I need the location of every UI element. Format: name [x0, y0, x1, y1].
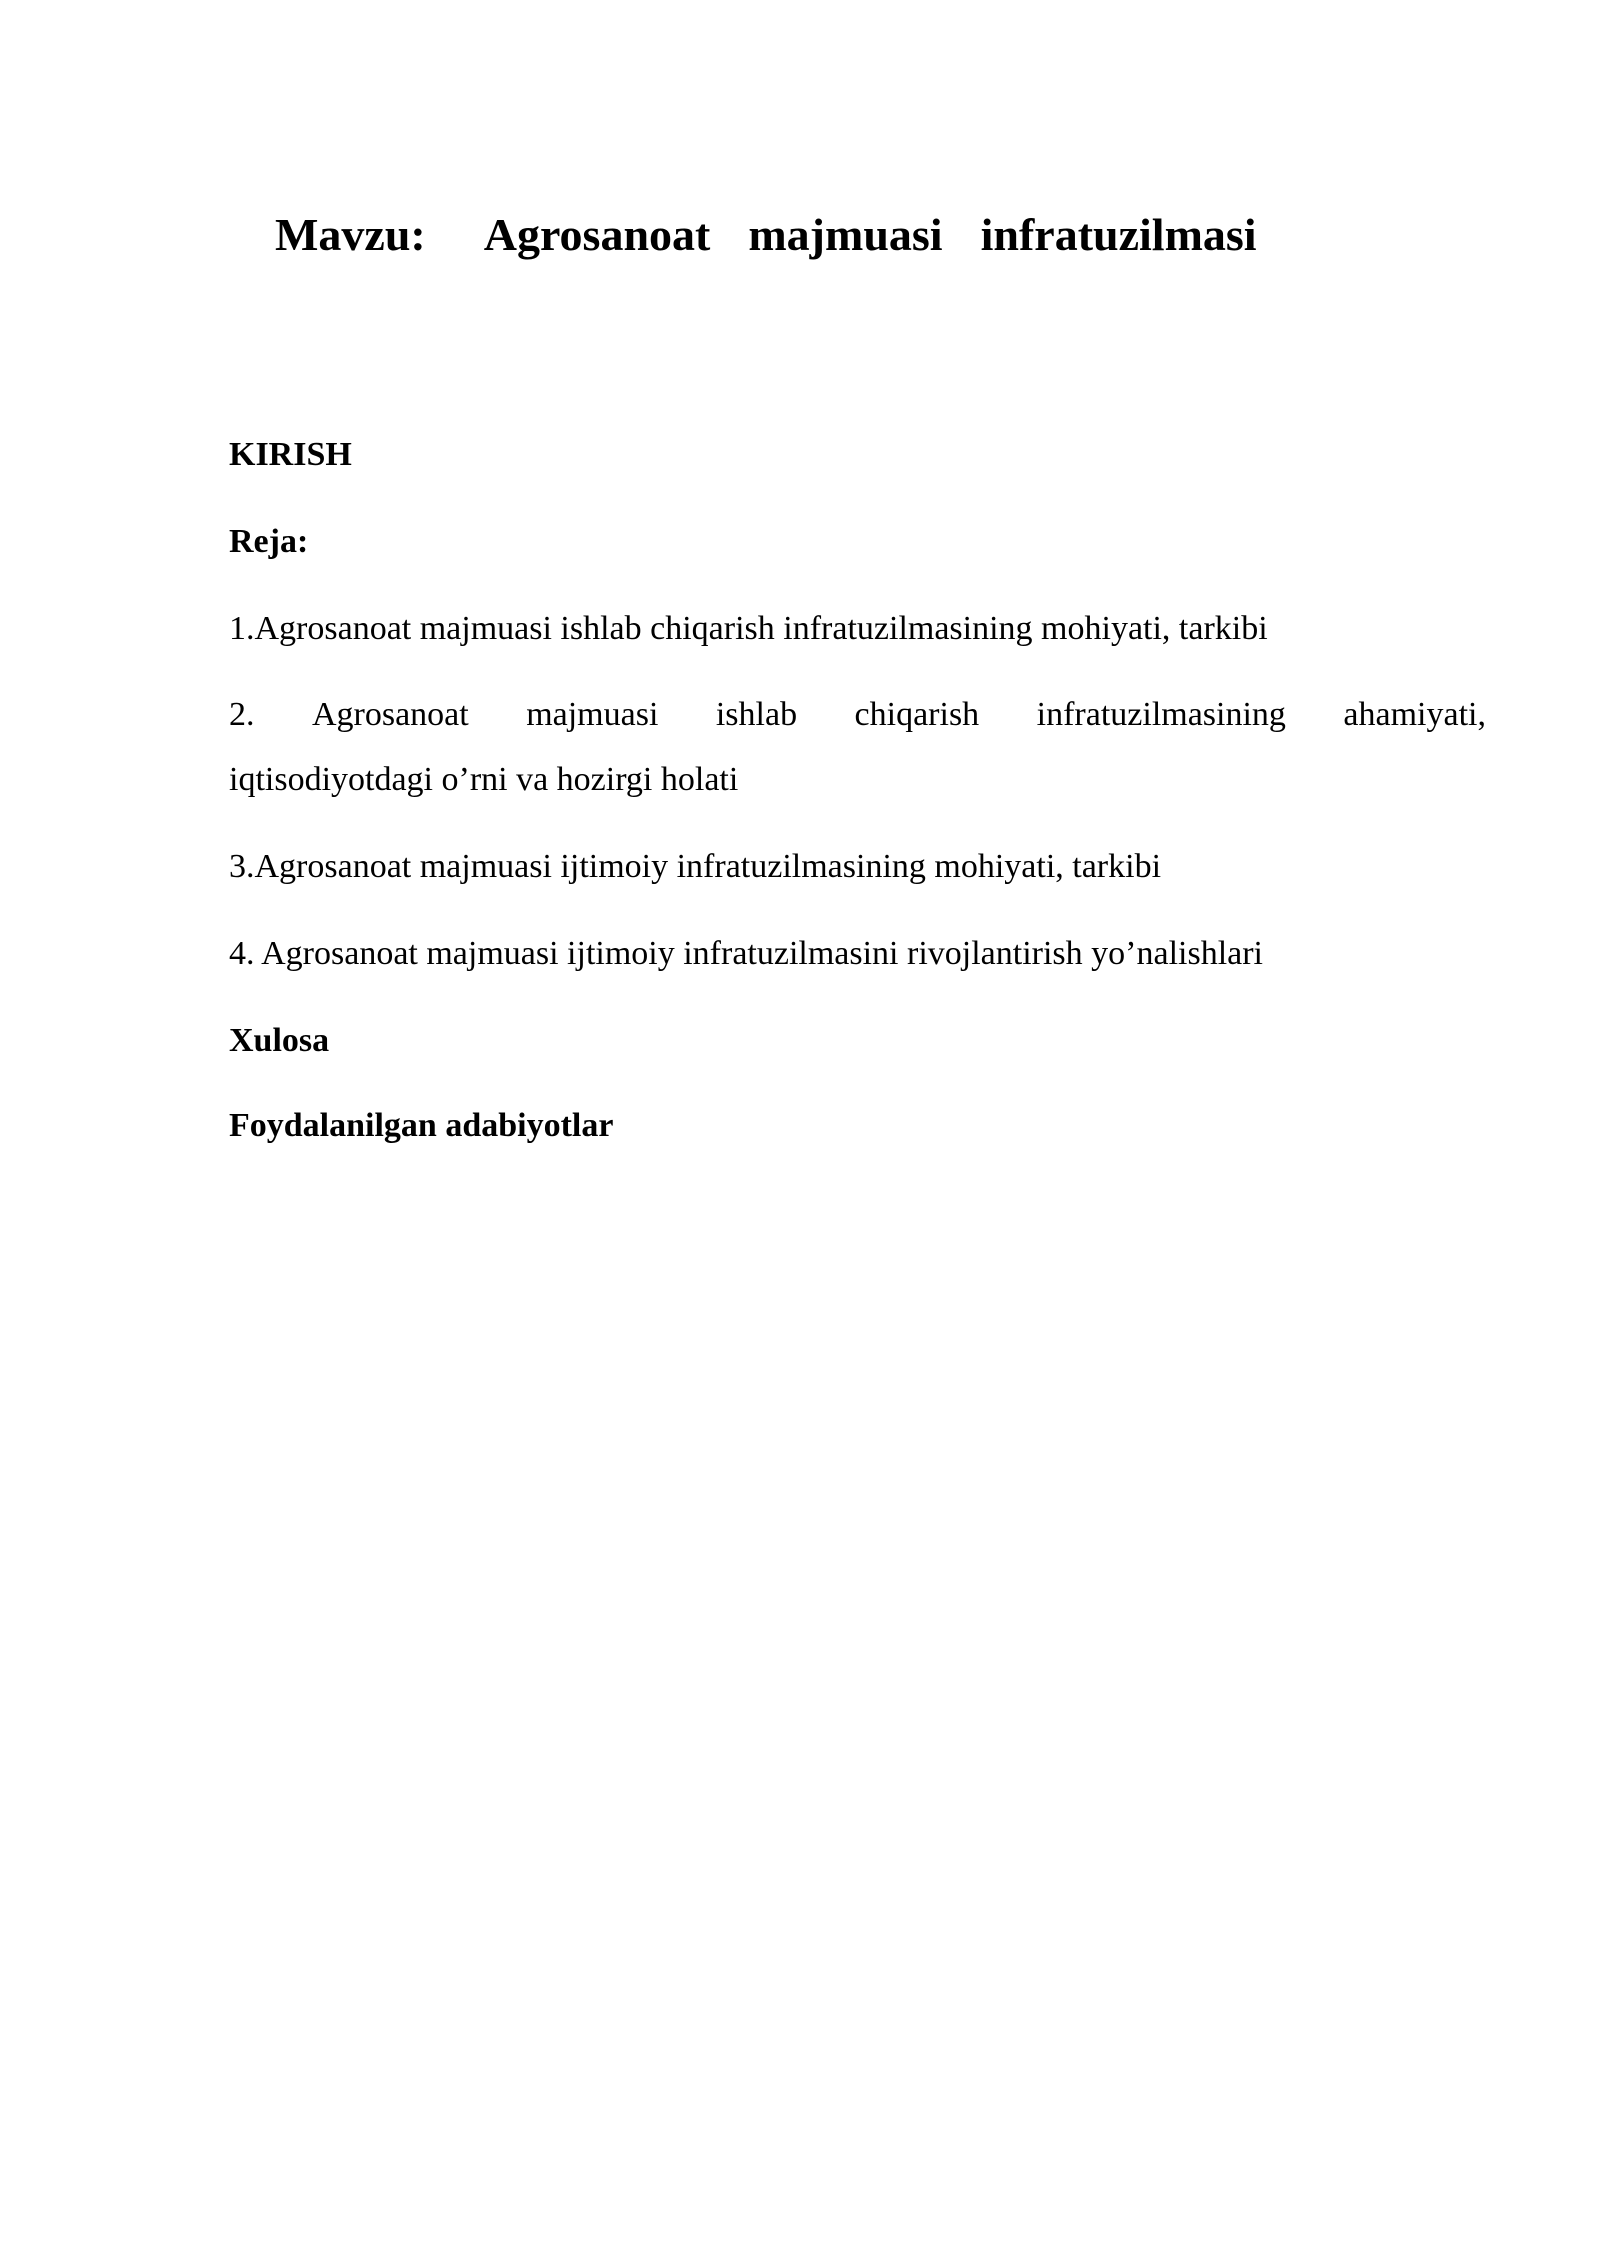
plan-item-4: 4. Agrosanoat majmuasi ijtimoiy infratuzilmasini rivojlantirish yo’nalishlari — [229, 935, 1263, 972]
references-heading: Foydalanilgan adabiyotlar — [229, 1107, 614, 1144]
plan-item-2-word: 2. — [229, 696, 255, 733]
intro-heading: KIRISH — [229, 436, 352, 473]
plan-heading: Reja: — [229, 523, 309, 560]
plan-item-3: 3.Agrosanoat majmuasi ijtimoiy infratuzilmasining mohiyati, tarkibi — [229, 848, 1162, 885]
plan-item-2-word: infratuzilmasining — [1036, 696, 1286, 733]
plan-item-2-word: ahamiyati, — [1343, 696, 1486, 733]
plan-item-2-word: Agrosanoat — [311, 696, 469, 733]
plan-item-1: 1.Agrosanoat majmuasi ishlab chiqarish infratuzilmasining mohiyati, tarkibi — [229, 610, 1268, 647]
title-word: Agrosanoat — [483, 209, 711, 261]
title-label: Mavzu: — [275, 209, 426, 261]
conclusion-heading: Xulosa — [229, 1022, 330, 1059]
plan-item-2-line-2: iqtisodiyotdagi o’rni va hozirgi holati — [229, 761, 739, 798]
document-title — [229, 152, 1257, 318]
plan-item-2-word: ishlab — [715, 696, 798, 733]
title-word: infratuzilmasi — [980, 209, 1257, 261]
title-word: majmuasi — [748, 209, 943, 261]
plan-item-2-word: majmuasi — [526, 696, 659, 733]
plan-item-2-word: chiqarish — [854, 696, 980, 733]
plan-item-2-line-1 — [229, 682, 1486, 747]
